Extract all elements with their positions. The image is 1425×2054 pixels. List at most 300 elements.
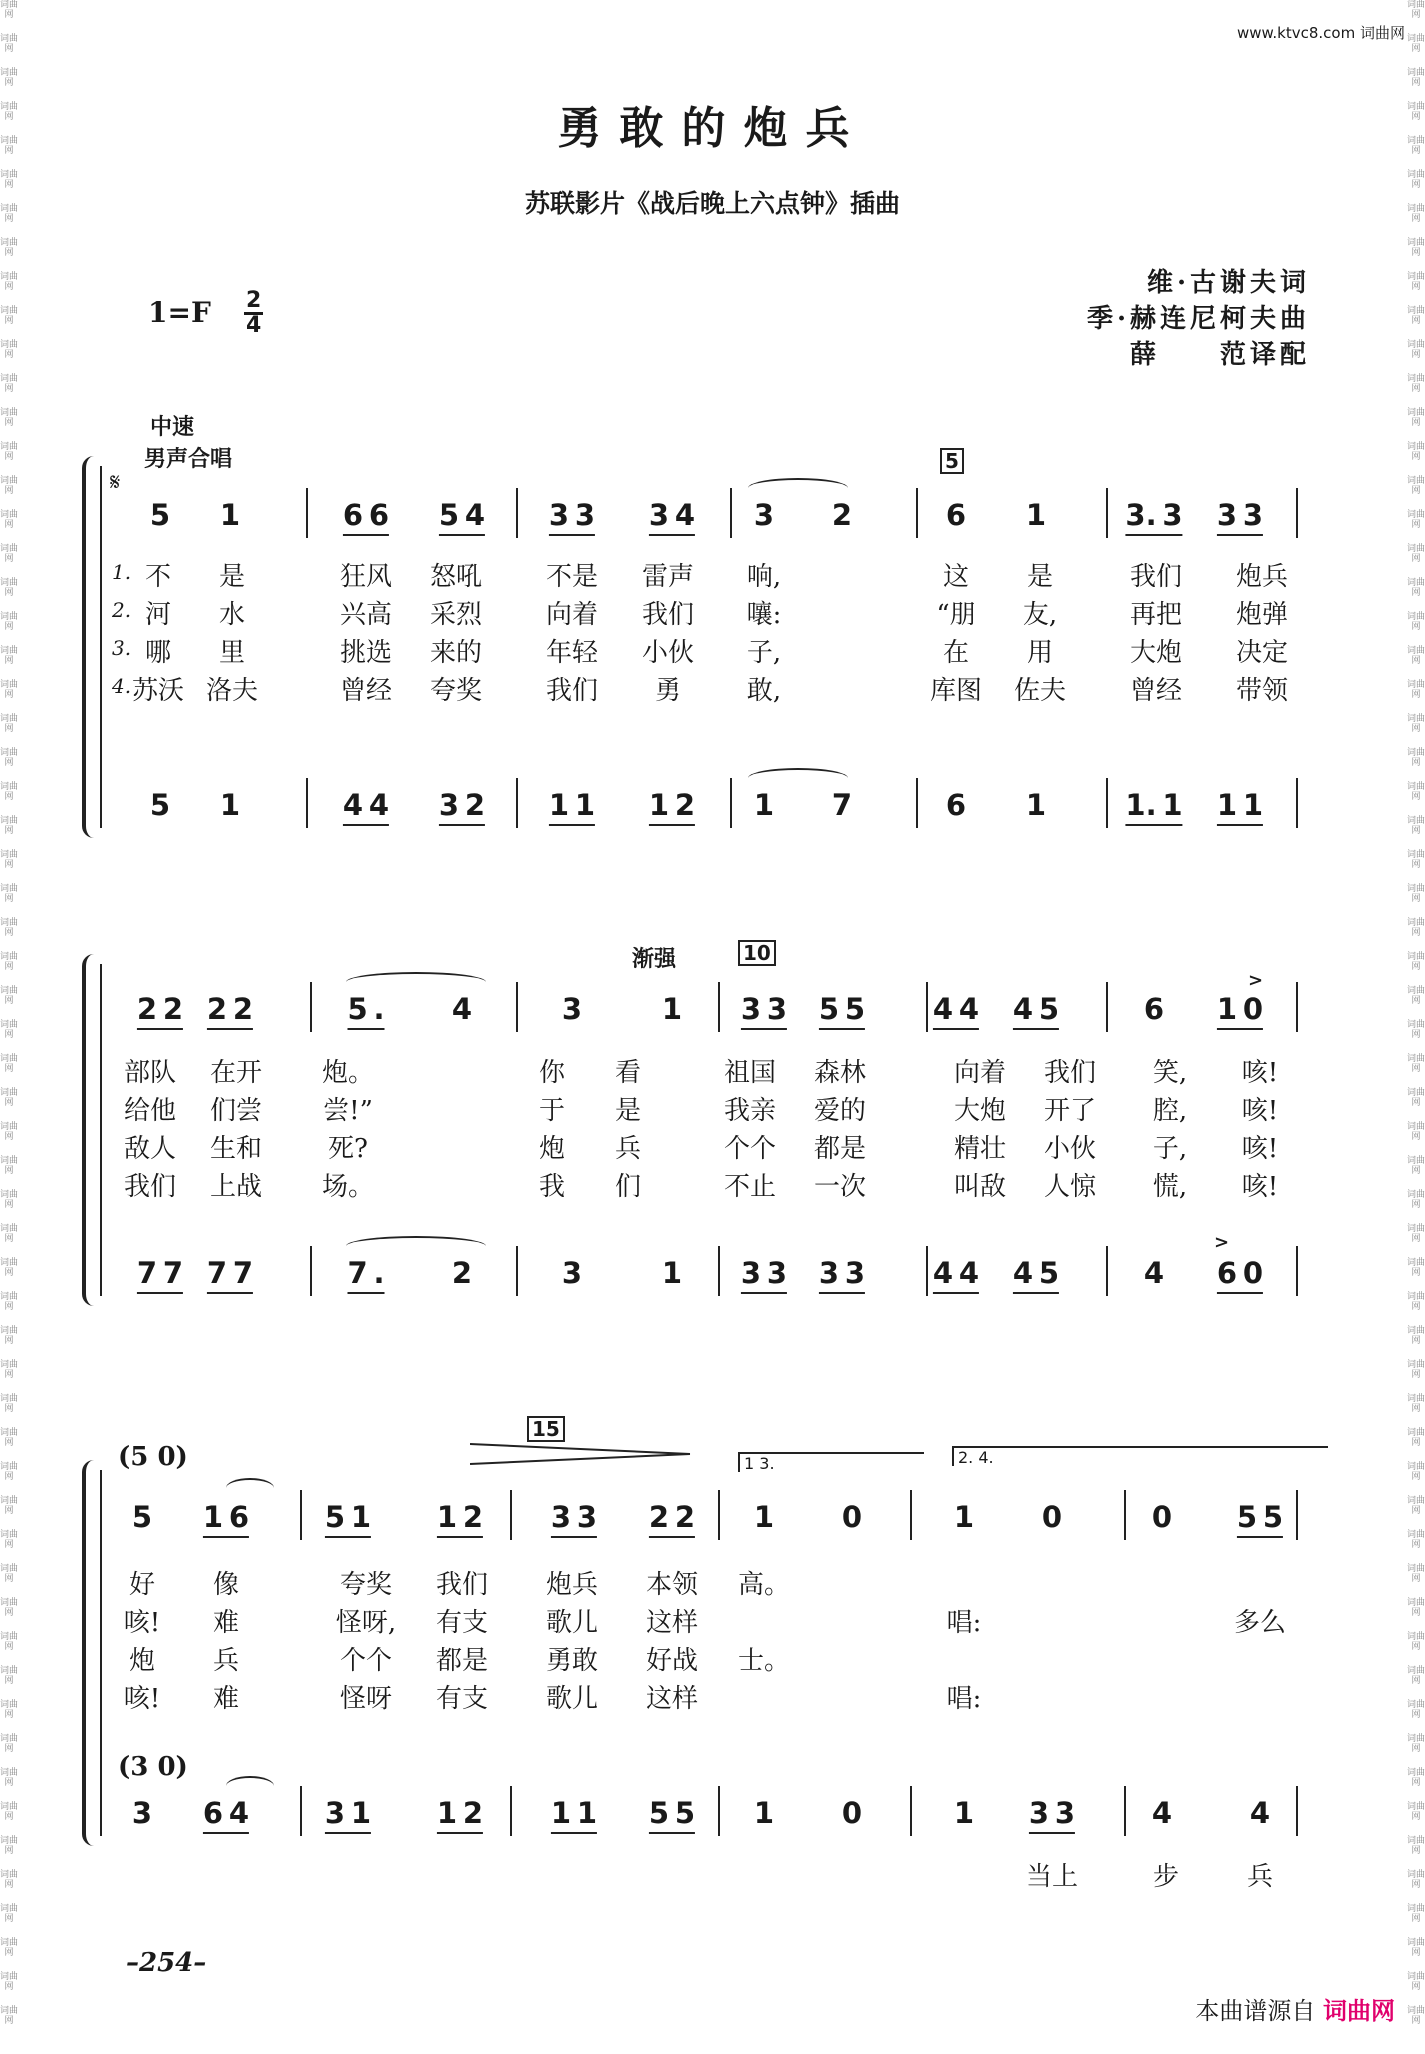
upper-note: 2 2: [649, 1500, 695, 1538]
source-prefix: 本曲谱源自: [1195, 1997, 1316, 2025]
margin-watermark-text: 词曲网: [1407, 1394, 1425, 1414]
lyric-syllable: 曾经: [339, 676, 393, 706]
margin-watermark-text: 词曲网: [1407, 1700, 1425, 1720]
margin-watermark-text: 词曲网: [0, 748, 19, 768]
bar-line: [1296, 982, 1298, 1032]
lower-note: 1: [953, 1796, 975, 1830]
lyric-syllable: 唱:: [946, 1684, 982, 1714]
margin-watermark-text: 词曲网: [0, 1564, 19, 1584]
lyric-syllable: 我们: [123, 1172, 177, 1202]
verse-number: 3.: [112, 636, 132, 660]
margin-watermark-text: 词曲网: [0, 1394, 19, 1414]
lyric-syllable: 子,: [1152, 1134, 1188, 1164]
lyric-syllable: 响,: [746, 562, 782, 592]
lower-note: 1: [753, 1796, 775, 1830]
margin-watermark-text: 词曲网: [1407, 680, 1425, 700]
lower-note: 1. 1: [1125, 788, 1182, 826]
lyric-syllable: 嚷:: [746, 600, 782, 630]
margin-watermark-text: 词曲网: [0, 1530, 19, 1550]
lyric-syllable: 给他: [123, 1096, 177, 1126]
margin-watermark-text: 词曲网: [0, 1768, 19, 1788]
upper-note: 0: [1041, 1500, 1063, 1534]
upper-note: 6 6: [343, 498, 389, 536]
margin-watermark-text: 词曲网: [0, 612, 19, 632]
lyric-syllable: 咳!: [1241, 1058, 1279, 1088]
margin-watermark-text: 词曲网: [0, 34, 19, 54]
lyric-syllable: 好: [128, 1570, 156, 1600]
margin-watermark-text: 词曲网: [0, 1326, 19, 1346]
bar-line: [916, 778, 918, 828]
lyric-syllable: 敌人: [123, 1134, 177, 1164]
lyric-syllable: 兵: [614, 1134, 642, 1164]
margin-watermark-text: 词曲网: [0, 1360, 19, 1380]
upper-note: 5 .: [348, 992, 385, 1030]
lyric-syllable: 敢,: [746, 676, 782, 706]
margin-watermark-text: 词曲网: [1407, 1666, 1425, 1686]
margin-watermark-text: 词曲网: [0, 1122, 19, 1142]
margin-watermark-text: 词曲网: [1407, 578, 1425, 598]
lower-note: 7 7: [207, 1256, 253, 1294]
right-margin-watermark: [1407, 0, 1425, 2054]
bar-line: [1296, 778, 1298, 828]
site-url[interactable]: www.ktvc8.com 词曲网: [1236, 24, 1405, 42]
bar-line: [718, 1490, 720, 1540]
lyric-syllable: 怪呀: [339, 1684, 393, 1714]
key-signature: 1=F: [148, 296, 211, 329]
lyric-syllable: 向着: [953, 1058, 1007, 1088]
lyric-syllable: 你: [538, 1058, 566, 1088]
margin-watermark-text: 词曲网: [1407, 340, 1425, 360]
rehearsal-mark-5: 5: [940, 448, 964, 474]
margin-watermark-text: 词曲网: [1407, 1734, 1425, 1754]
margin-watermark-text: 词曲网: [0, 1938, 19, 1958]
bar-line: [300, 1786, 302, 1836]
lyric-syllable: 子,: [746, 638, 782, 668]
slur-mark: [226, 1478, 274, 1498]
margin-watermark-text: 词曲网: [0, 1972, 19, 1992]
bar-line: [910, 1786, 912, 1836]
margin-watermark-text: 词曲网: [1407, 1972, 1425, 1992]
bar-line: [516, 1246, 518, 1296]
bar-line: [516, 778, 518, 828]
margin-watermark-text: 词曲网: [1407, 1632, 1425, 1652]
lower-note: 4: [1249, 1796, 1271, 1830]
time-top: 2: [246, 288, 262, 313]
lyricist-credit: 维·古谢夫词: [1146, 268, 1310, 298]
bar-line: [510, 1786, 512, 1836]
lyric-syllable: 们尝: [209, 1096, 263, 1126]
margin-watermark-text: 词曲网: [0, 68, 19, 88]
margin-watermark-text: 词曲网: [1407, 646, 1425, 666]
upper-note: 5 5: [1237, 1500, 1283, 1538]
bar-line: [916, 488, 918, 538]
source-brand: 词曲网: [1323, 1997, 1395, 2025]
lyric-syllable: 开了: [1043, 1096, 1097, 1126]
upper-note: 1: [753, 1500, 775, 1534]
volta-second-ending: 2. 4.: [952, 1446, 1328, 1466]
lyric-syllable: 曾经: [1129, 676, 1183, 706]
margin-watermark-text: 词曲网: [0, 1190, 19, 1210]
lyric-syllable: 笑,: [1152, 1058, 1188, 1088]
lyric-syllable: 带领: [1235, 676, 1289, 706]
upper-note: 2 2: [207, 992, 253, 1030]
lyric-syllable: 我: [538, 1172, 566, 1202]
margin-watermark-text: 词曲网: [1407, 1190, 1425, 1210]
lyric-syllable: 咳!: [123, 1684, 161, 1714]
upper-note: 3 3: [551, 1500, 597, 1538]
lyric-syllable: 难: [212, 1684, 240, 1714]
lyric-syllable: 水: [218, 600, 246, 630]
lyric-syllable: 再把: [1129, 600, 1183, 630]
slur-mark: [226, 1776, 274, 1796]
lyric-syllable: 我们: [1129, 562, 1183, 592]
system-line: [100, 466, 102, 828]
volta-first-ending: 1 3.: [738, 1452, 924, 1472]
margin-watermark-text: 词曲网: [1407, 1054, 1425, 1074]
margin-watermark-text: 词曲网: [1407, 1292, 1425, 1312]
upper-note: 3 3: [741, 992, 787, 1030]
bar-line: [1124, 1786, 1126, 1836]
lyric-syllable: 在开: [209, 1058, 263, 1088]
upper-note: 5: [131, 1500, 153, 1534]
margin-watermark-text: 词曲网: [1407, 510, 1425, 530]
bar-line: [910, 1490, 912, 1540]
bar-line: [310, 982, 312, 1032]
margin-watermark-text: 词曲网: [0, 986, 19, 1006]
margin-watermark-text: 词曲网: [1407, 1156, 1425, 1176]
song-title: 勇敢的炮兵: [557, 103, 868, 154]
upper-note: 5 5: [819, 992, 865, 1030]
lyric-syllable: 这: [942, 562, 970, 592]
lower-note: 4: [1151, 1796, 1173, 1830]
lyric-syllable: 在: [942, 638, 970, 668]
lyric-syllable: 有支: [435, 1684, 489, 1714]
bar-line: [718, 1786, 720, 1836]
lower-lyric-syllable: 兵: [1246, 1862, 1274, 1892]
margin-watermark-text: 词曲网: [1407, 884, 1425, 904]
bar-line: [1296, 488, 1298, 538]
lyric-syllable: 咳!: [123, 1608, 161, 1638]
bar-line: [1124, 1490, 1126, 1540]
lyric-syllable: 腔,: [1152, 1096, 1188, 1126]
margin-watermark-text: 词曲网: [0, 1020, 19, 1040]
bar-line: [1296, 1246, 1298, 1296]
margin-watermark-text: 词曲网: [0, 1870, 19, 1890]
upper-note: 0: [841, 1500, 863, 1534]
margin-watermark-text: 词曲网: [1407, 2006, 1425, 2026]
lyric-syllable: 不是: [545, 562, 599, 592]
margin-watermark-text: 词曲网: [0, 340, 19, 360]
margin-watermark-text: 词曲网: [0, 442, 19, 462]
lower-note: 5: [149, 788, 171, 822]
margin-watermark-text: 词曲网: [0, 1258, 19, 1278]
margin-watermark-text: 词曲网: [1407, 34, 1425, 54]
upper-note: 1: [953, 1500, 975, 1534]
system-line: [100, 1470, 102, 1836]
lyric-syllable: 我们: [641, 600, 695, 630]
margin-watermark-text: 词曲网: [1407, 136, 1425, 156]
bar-line: [730, 778, 732, 828]
bar-line: [1106, 778, 1108, 828]
margin-watermark-text: 词曲网: [0, 544, 19, 564]
margin-watermark-text: 词曲网: [0, 884, 19, 904]
lyric-syllable: 于: [538, 1096, 566, 1126]
margin-watermark-text: 词曲网: [1407, 1836, 1425, 1856]
upper-note: 5 4: [439, 498, 485, 536]
lower-lyric-syllable: 步: [1152, 1862, 1180, 1892]
lyric-syllable: 歌儿: [545, 1684, 599, 1714]
margin-watermark-text: 词曲网: [0, 272, 19, 292]
margin-watermark-text: 词曲网: [0, 952, 19, 972]
lower-note: 7 .: [348, 1256, 385, 1294]
lyric-syllable: 炮兵: [545, 1570, 599, 1600]
margin-watermark-text: 词曲网: [1407, 1360, 1425, 1380]
lyric-syllable: 本领: [645, 1570, 699, 1600]
margin-watermark-text: 词曲网: [1407, 1904, 1425, 1924]
margin-watermark-text: 词曲网: [1407, 1530, 1425, 1550]
margin-watermark-text: 词曲网: [1407, 442, 1425, 462]
lyric-syllable: 勇: [654, 676, 682, 706]
lower-note: 3 3: [819, 1256, 865, 1294]
upper-note: 2 2: [137, 992, 183, 1030]
lyric-syllable: 爱的: [813, 1096, 867, 1126]
lower-note: 3 2: [439, 788, 485, 826]
lyric-syllable: 决定: [1235, 638, 1289, 668]
margin-watermark-text: 词曲网: [0, 1088, 19, 1108]
margin-watermark-text: 词曲网: [1407, 68, 1425, 88]
composer-credit: 季·赫连尼柯夫曲: [1086, 304, 1310, 334]
lower-note: 5 5: [649, 1796, 695, 1834]
lyric-syllable: 兵: [212, 1646, 240, 1676]
lyric-syllable: 咳!: [1241, 1134, 1279, 1164]
lyric-syllable: 大炮: [1129, 638, 1183, 668]
lower-lyric-syllable: 当上: [1025, 1862, 1079, 1892]
bar-line: [306, 778, 308, 828]
lyric-syllable: 我亲: [723, 1096, 777, 1126]
lower-note: 0: [841, 1796, 863, 1830]
margin-watermark-text: 词曲网: [1407, 816, 1425, 836]
lyric-syllable: 个个: [339, 1646, 393, 1676]
lyric-syllable: 歌儿: [545, 1608, 599, 1638]
accent-icon: >: [1214, 1232, 1230, 1253]
lyric-syllable: 采烈: [429, 600, 483, 630]
margin-watermark-text: 词曲网: [1407, 238, 1425, 258]
lower-note: 7: [831, 788, 853, 822]
lyric-syllable: 雷声: [641, 562, 695, 592]
margin-watermark-text: 词曲网: [0, 306, 19, 326]
slur-mark: [748, 478, 848, 498]
lyric-syllable: 里: [218, 638, 246, 668]
rehearsal-mark-15: 15: [527, 1416, 565, 1442]
verse-number: 2.: [112, 598, 132, 622]
lower-note: 1: [661, 1256, 683, 1290]
lower-note: 2: [451, 1256, 473, 1290]
lyric-syllable: 死?: [328, 1134, 368, 1164]
lyric-syllable: 不: [144, 562, 172, 592]
lyric-syllable: 部队: [123, 1058, 177, 1088]
lyric-syllable: 哪: [144, 638, 172, 668]
lyric-syllable: 士。: [737, 1646, 791, 1676]
lyric-syllable: 有支: [435, 1608, 489, 1638]
upper-note: 0: [1151, 1500, 1173, 1534]
upper-note: 3: [561, 992, 583, 1026]
margin-watermark-text: 词曲网: [1407, 306, 1425, 326]
lyric-syllable: 祖国: [723, 1058, 777, 1088]
margin-watermark-text: 词曲网: [0, 1632, 19, 1652]
margin-watermark-text: 词曲网: [1407, 918, 1425, 938]
upper-note: 1 0: [1217, 992, 1263, 1030]
tempo-marking: 中速: [150, 414, 195, 440]
margin-watermark-text: 词曲网: [0, 1224, 19, 1244]
time-signature: [244, 290, 263, 337]
margin-watermark-text: 词曲网: [1407, 612, 1425, 632]
bar-line: [306, 488, 308, 538]
lower-note: 1 2: [649, 788, 695, 826]
margin-watermark-text: 词曲网: [1407, 1598, 1425, 1618]
lower-note: 4 4: [933, 1256, 979, 1294]
lyric-syllable: 咳!: [1241, 1096, 1279, 1126]
lyric-syllable: 挑选: [339, 638, 393, 668]
margin-watermark-text: 词曲网: [1407, 1870, 1425, 1890]
margin-watermark-text: 词曲网: [0, 1428, 19, 1448]
lower-note: 4 5: [1013, 1256, 1059, 1294]
lower-note: 1 2: [437, 1796, 483, 1834]
upper-note: 4: [451, 992, 473, 1026]
lyric-syllable: 兴高: [339, 600, 393, 630]
source-credit[interactable]: [1195, 1991, 1395, 2026]
lyric-syllable: 狂风: [339, 562, 393, 592]
margin-watermark-text: 词曲网: [1407, 374, 1425, 394]
margin-watermark-text: 词曲网: [0, 102, 19, 122]
bar-line: [1296, 1490, 1298, 1540]
upper-note: 1 2: [437, 1500, 483, 1538]
margin-watermark-text: 词曲网: [0, 136, 19, 156]
margin-watermark-text: 词曲网: [1407, 850, 1425, 870]
margin-watermark-text: 词曲网: [0, 1054, 19, 1074]
lower-note: 3: [131, 1796, 153, 1830]
bar-line: [1106, 1246, 1108, 1296]
crescendo-marking: 渐强: [632, 946, 677, 972]
lyric-syllable: 河: [144, 600, 172, 630]
lyric-syllable: 洛夫: [205, 676, 259, 706]
lyric-syllable: 我们: [545, 676, 599, 706]
lyric-syllable: 大炮: [953, 1096, 1007, 1126]
margin-watermark-text: 词曲网: [0, 816, 19, 836]
system-line: [100, 964, 102, 1296]
lyric-syllable: 生和: [209, 1134, 263, 1164]
page-number: –254–: [126, 1948, 207, 1978]
margin-watermark-text: 词曲网: [0, 1734, 19, 1754]
rehearsal-mark-10: 10: [738, 940, 776, 966]
system-brace: [82, 1460, 96, 1846]
margin-watermark-text: 词曲网: [0, 646, 19, 666]
upper-note: 5: [149, 498, 171, 532]
margin-watermark-text: 词曲网: [1407, 170, 1425, 190]
bar-line: [730, 488, 732, 538]
margin-watermark-text: 词曲网: [1407, 544, 1425, 564]
lyric-syllable: 是: [614, 1096, 642, 1126]
margin-watermark-text: 词曲网: [0, 1700, 19, 1720]
lyric-syllable: 炮: [128, 1646, 156, 1676]
upper-note: 1: [1025, 498, 1047, 532]
margin-watermark-text: 词曲网: [0, 680, 19, 700]
margin-watermark-text: 词曲网: [0, 204, 19, 224]
system-brace: [82, 456, 96, 838]
margin-watermark-text: 词曲网: [1407, 1938, 1425, 1958]
margin-watermark-text: 词曲网: [1407, 1326, 1425, 1346]
lower-note: 1 1: [549, 788, 595, 826]
upper-note: 5 1: [325, 1500, 371, 1538]
bar-line: [926, 1246, 928, 1296]
lyric-syllable: 我们: [1043, 1058, 1097, 1088]
lyric-syllable: 炮。: [321, 1058, 375, 1088]
margin-watermark-text: 词曲网: [1407, 1802, 1425, 1822]
margin-watermark-text: 词曲网: [0, 850, 19, 870]
upper-note: 3 3: [549, 498, 595, 536]
bar-line: [926, 982, 928, 1032]
upper-note: 3. 3: [1125, 498, 1182, 536]
bar-line: [510, 1490, 512, 1540]
lyric-syllable: 是: [1026, 562, 1054, 592]
margin-watermark-text: 词曲网: [1407, 986, 1425, 1006]
lyric-syllable: 多么: [1233, 1608, 1287, 1638]
margin-watermark-text: 词曲网: [0, 0, 19, 20]
lower-note: 1: [219, 788, 241, 822]
bar-line: [310, 1246, 312, 1296]
lyric-syllable: 慌,: [1152, 1172, 1188, 1202]
lyric-syllable: 夸奖: [339, 1570, 393, 1600]
lyric-syllable: 看: [614, 1058, 642, 1088]
lower-note: 1: [1025, 788, 1047, 822]
upper-paren-rest: (5 0): [118, 1442, 188, 1472]
margin-watermark-text: 词曲网: [0, 374, 19, 394]
lower-note: 3 3: [1029, 1796, 1075, 1834]
lyric-syllable: 唱:: [946, 1608, 982, 1638]
segno-icon: 𝄋: [110, 468, 121, 496]
lyric-syllable: 苏沃: [131, 676, 185, 706]
lyric-syllable: 一次: [813, 1172, 867, 1202]
margin-watermark-text: 词曲网: [0, 1156, 19, 1176]
lyric-syllable: 这样: [645, 1684, 699, 1714]
margin-watermark-text: 词曲网: [0, 578, 19, 598]
verse-number: 1.: [112, 560, 132, 584]
margin-watermark-text: 词曲网: [1407, 1564, 1425, 1584]
margin-watermark-text: 词曲网: [1407, 1020, 1425, 1040]
lower-note: 1: [753, 788, 775, 822]
system-brace: [82, 954, 96, 1306]
bar-line: [1106, 982, 1108, 1032]
lyric-syllable: 场。: [321, 1172, 375, 1202]
lower-note: 4: [1143, 1256, 1165, 1290]
margin-watermark-text: 词曲网: [0, 1598, 19, 1618]
lyric-syllable: 小伙: [641, 638, 695, 668]
lyric-syllable: 难: [212, 1608, 240, 1638]
margin-watermark-text: 词曲网: [0, 408, 19, 428]
margin-watermark-text: 词曲网: [0, 238, 19, 258]
margin-watermark-text: 词曲网: [1407, 1428, 1425, 1448]
time-bottom: 4: [246, 313, 262, 338]
upper-note: 3 4: [649, 498, 695, 536]
margin-watermark-text: 词曲网: [1407, 204, 1425, 224]
margin-watermark-text: 词曲网: [1407, 102, 1425, 122]
upper-note: 2: [831, 498, 853, 532]
upper-note: 6: [1143, 992, 1165, 1026]
margin-watermark-text: 词曲网: [0, 1836, 19, 1856]
translator-credit: 薛 范译配: [1129, 340, 1310, 370]
lyric-syllable: 都是: [435, 1646, 489, 1676]
lyric-syllable: 库图: [929, 676, 983, 706]
margin-watermark-text: 词曲网: [1407, 1462, 1425, 1482]
